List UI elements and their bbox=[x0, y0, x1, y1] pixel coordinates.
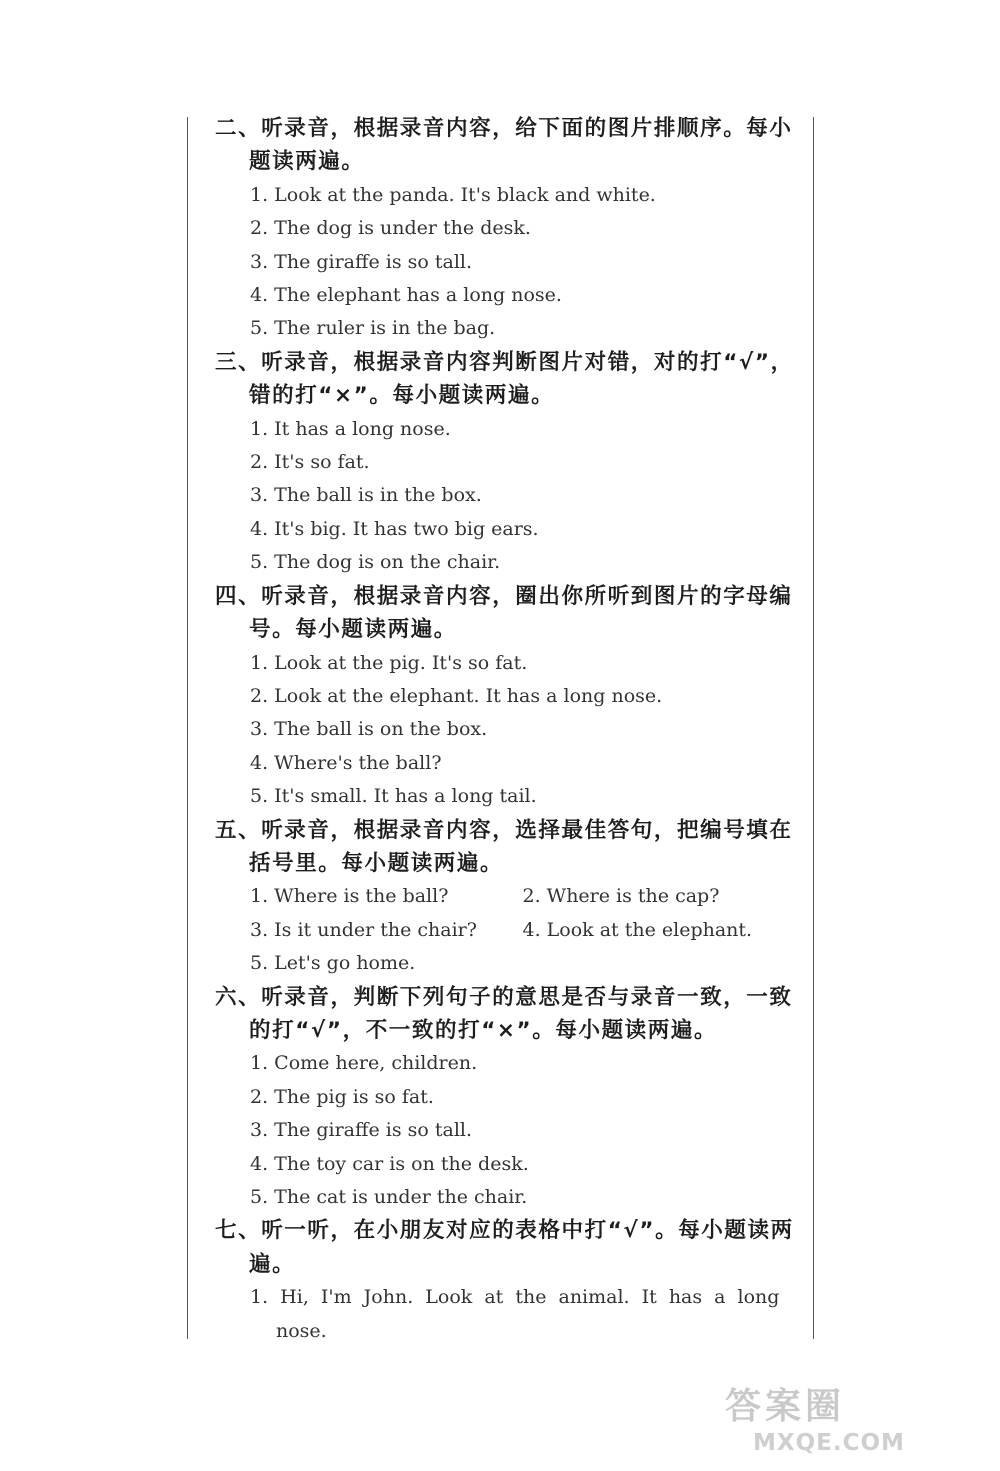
section-title: 四、听录音，根据录音内容，圈出你所听到图片的字母编号。每小题读两遍。 bbox=[215, 583, 793, 643]
list-item: 3. Is it under the chair? bbox=[250, 918, 477, 941]
item-pair-row bbox=[215, 914, 795, 947]
section-title: 七、听一听，在小朋友对应的表格中打“√”。每小题读两遍。 bbox=[215, 1218, 794, 1277]
left-margin-rule bbox=[187, 117, 188, 1339]
section-title: 二、听录音，根据录音内容，给下面的图片排顺序。每小题读两遍。 bbox=[215, 116, 793, 175]
section-6 bbox=[215, 981, 795, 1215]
list-item: 1. It has a long nose. bbox=[250, 417, 451, 440]
list-item: 1. Where is the ball? bbox=[250, 885, 449, 908]
continuation-text: nose. bbox=[276, 1319, 327, 1342]
section-3 bbox=[215, 346, 795, 580]
site-watermark bbox=[725, 1385, 987, 1465]
list-item: 2. Look at the elephant. It has a long nose. bbox=[250, 684, 663, 707]
list-item: 1. Come here, children. bbox=[250, 1052, 478, 1075]
section-7 bbox=[215, 1214, 795, 1348]
list-item: 2. Where is the cap? bbox=[522, 885, 720, 908]
list-item-continuation bbox=[215, 1315, 795, 1348]
list-item: 1. Hi, I'm John. Look at the animal. It has a long bbox=[250, 1286, 780, 1309]
section-title: 三、听录音，根据录音内容判断图片对错，对的打“√”，错的打“×”。每小题读两遍。 bbox=[215, 349, 794, 409]
list-item: 3. The giraffe is so tall. bbox=[250, 1119, 473, 1142]
list-item: 4. Look at the elephant. bbox=[522, 918, 753, 941]
list-item: 2. It's so fat. bbox=[250, 451, 370, 474]
list-item: 4. It's big. It has two big ears. bbox=[250, 517, 539, 540]
section-2 bbox=[215, 112, 795, 346]
watermark-logo-text: 答案圈 bbox=[725, 1386, 846, 1427]
list-item: 5. It's small. It has a long tail. bbox=[250, 785, 537, 808]
right-margin-rule bbox=[813, 117, 814, 1339]
section-4 bbox=[215, 580, 795, 814]
list-item: 4. The elephant has a long nose. bbox=[250, 284, 562, 307]
list-item: 3. The ball is in the box. bbox=[250, 484, 482, 507]
list-item: 5. The ruler is in the bag. bbox=[250, 317, 496, 340]
section-title: 六、听录音，判断下列句子的意思是否与录音一致，一致的打“√”，不一致的打“×”。每小题读两遍。 bbox=[215, 984, 793, 1043]
list-item: 2. The dog is under the desk. bbox=[250, 217, 531, 240]
list-item: 1. Look at the pig. It's so fat. bbox=[250, 651, 528, 674]
item-pair-row bbox=[215, 880, 795, 913]
watermark-url: MXQE.COM bbox=[753, 1430, 905, 1456]
answer-script-page bbox=[215, 112, 795, 1348]
list-item: 4. Where's the ball? bbox=[250, 751, 442, 774]
list-item: 4. The toy car is on the desk. bbox=[250, 1152, 529, 1175]
list-item: 5. Let's go home. bbox=[250, 952, 416, 975]
list-item: 3. The ball is on the box. bbox=[250, 718, 488, 741]
section-5 bbox=[215, 814, 795, 981]
list-item: 5. The dog is on the chair. bbox=[250, 551, 501, 574]
list-item: 5. The cat is under the chair. bbox=[250, 1186, 528, 1208]
section-title: 五、听录音，根据录音内容，选择最佳答句，把编号填在括号里。每小题读两遍。 bbox=[215, 817, 793, 876]
list-item: 1. Look at the panda. It's black and white. bbox=[250, 183, 656, 206]
list-item: 3. The giraffe is so tall. bbox=[250, 250, 473, 273]
list-item: 2. The pig is so fat. bbox=[250, 1085, 434, 1108]
